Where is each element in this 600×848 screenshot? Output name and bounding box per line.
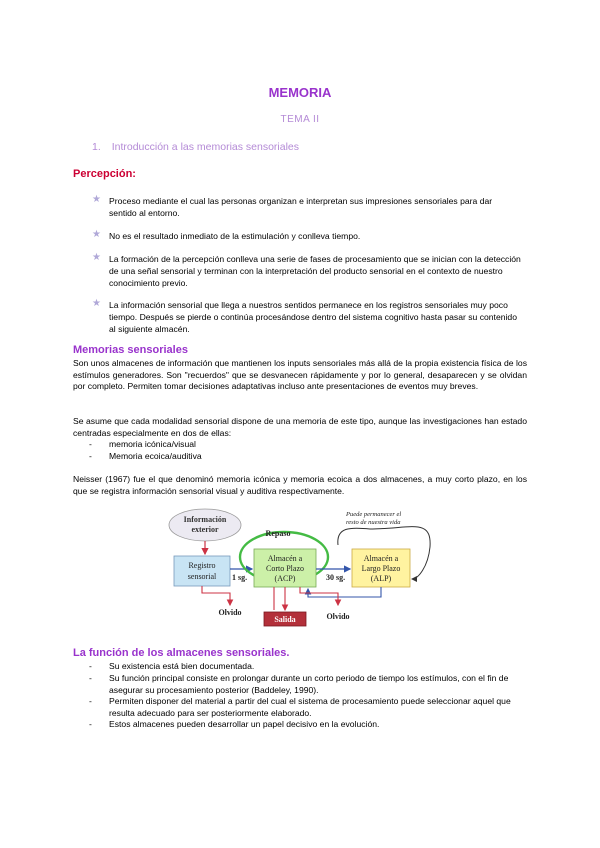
funcion-heading: La función de los almacenes sensoriales.	[73, 647, 290, 659]
list-item: ★ Proceso mediante el cual las personas organizan e interpretan sus impresiones sensoriales para dar sentido al entorno.	[92, 194, 493, 218]
alp-label-3: (ALP)	[370, 574, 392, 583]
registro-label-2: sensorial	[187, 572, 217, 581]
star-bullet-icon: ★	[92, 298, 101, 309]
list-item: - Memoria ecoica/auditiva	[89, 451, 202, 461]
memorias-paragraph-2: Se asume que cada modalidad sensorial dispone de una memoria de este tipo, aunque las investigaciones han estado centradas especialmente en dos de ellas:	[73, 416, 527, 438]
memorias-heading: Memorias sensoriales	[73, 344, 188, 356]
note-line-2: resto de nuestra vida	[346, 519, 401, 526]
acp-label-2: Corto Plazo	[266, 564, 304, 573]
time-1sg: 1 sg.	[232, 573, 248, 582]
intro-number: 1.	[92, 141, 101, 153]
alp-label-2: Largo Plazo	[361, 564, 401, 573]
alp-label-1: Almacén a	[363, 554, 399, 563]
list-item: - memoria icónica/visual	[89, 439, 196, 449]
topic-subtitle: TEMA II	[280, 114, 320, 125]
olvido-label-1: Olvido	[218, 608, 242, 617]
memorias-paragraph-3: Neisser (1967) fue el que denominó memoria icónica y memoria ecoica a dos almacenes, a muy corto plazo, en los que se registra información sensorial visual y auditiva respectivamente.	[73, 474, 527, 496]
star-bullet-icon: ★	[92, 229, 101, 240]
info-label-1: Información	[183, 515, 227, 524]
list-item: ★ La formación de la percepción conlleva una serie de fases de procesamiento que se inician con la detección de una señal sensorial y terminan con la interpretación del producto sensorial en el contexto de nuestro conocimiento previo.	[92, 252, 521, 288]
star-bullet-icon: ★	[92, 252, 101, 263]
salida-label: Salida	[274, 615, 296, 624]
intro-text: Introducción a las memorias sensoriales	[111, 141, 300, 153]
note-line-1: Puede permanecer el	[346, 511, 402, 518]
list-item: ★ La información sensorial que llega a nuestros sentidos permanece en los registros sensoriales muy poco tiempo. Después se pierde o continúa procesándose dentro del sistema cognitivo hasta pasar su contenido al siguiente almacén.	[92, 298, 517, 334]
memorias-paragraph-1: Son unos almacenes de información que mantienen los inputs sensoriales más allá de la propia existencia física de los estímulos generadores. Son "recuerdos" que se desvanecen rápidamente y por lo general, desaparecen y se olvidan por completo. Permiten tomar decisiones adaptativas incluso ante presentaciones de eventos muy breves.	[73, 358, 527, 392]
percepcion-heading: Percepción:	[73, 168, 136, 180]
list-item: - Estos almacenes pueden desarrollar un papel decisivo en la evolución.	[89, 719, 380, 729]
repaso-label: Repaso	[265, 529, 291, 538]
registro-label-1: Registro	[188, 561, 216, 570]
list-item: - Su existencia está bien documentada.	[89, 661, 255, 671]
star-bullet-icon: ★	[92, 194, 101, 205]
list-item: - Su función principal consiste en prolongar durante un corto periodo de tiempo los estímulos, con el fin de asegurar su procesamiento posterior (Baddeley, 1990).	[89, 673, 509, 695]
list-item: ★ No es el resultado inmediato de la estimulación y conlleva tiempo.	[92, 229, 361, 241]
acp-label-1: Almacén a	[267, 554, 303, 563]
olvido-label-2: Olvido	[326, 612, 350, 621]
list-item: - Permiten disponer del material a partir del cual el sistema de procesamiento puede seleccionar aquel que resulta adecuado para ser posteriormente elaborado.	[89, 696, 511, 718]
info-label-2: exterior	[191, 525, 219, 534]
time-30sg: 30 sg.	[326, 573, 346, 582]
intro-heading	[92, 141, 299, 153]
page-title: MEMORIA	[268, 85, 332, 100]
acp-label-3: (ACP)	[274, 574, 296, 583]
memory-model-diagram	[160, 507, 450, 637]
